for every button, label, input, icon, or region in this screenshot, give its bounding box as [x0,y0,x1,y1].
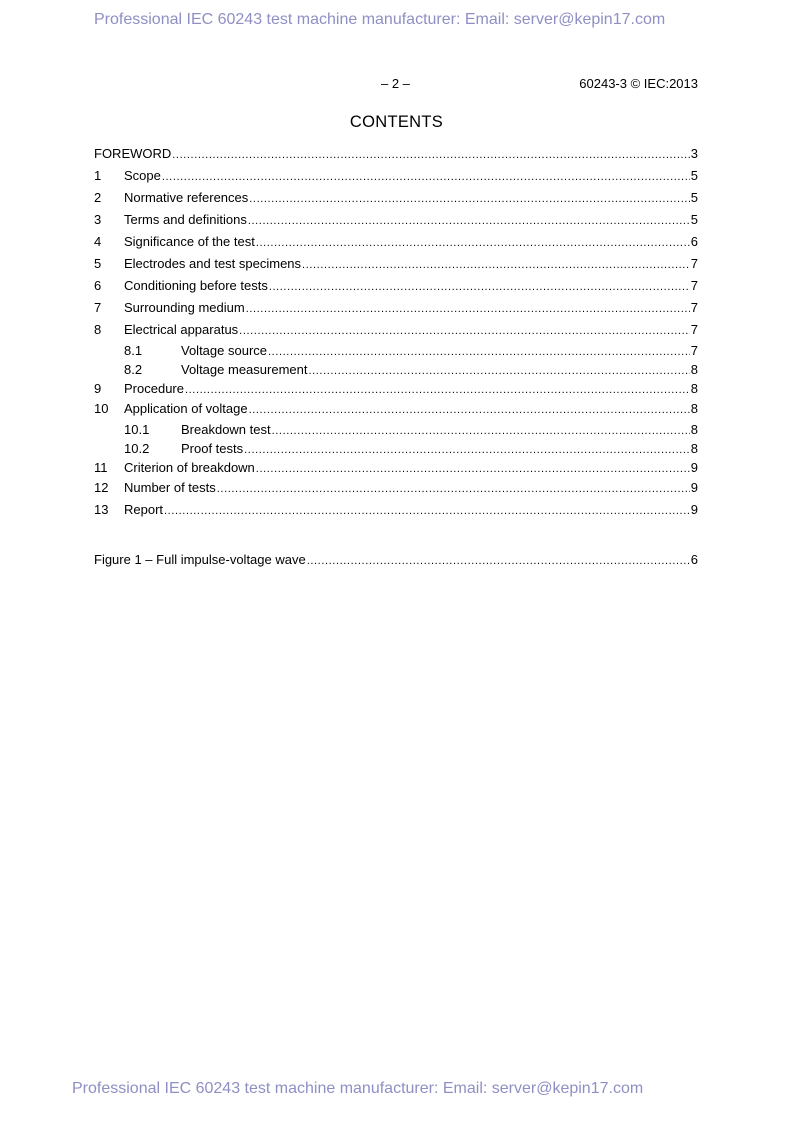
toc-subentry-breakdown-test[interactable] [94,420,698,439]
toc-entry-number: 11 [94,460,108,475]
toc-entry-number: 1 [94,168,102,183]
toc-entry-number: 7 [94,300,102,315]
toc-entry-title: Normative references [124,190,249,205]
toc-entry-title: Application of voltage [124,401,248,416]
toc-entry-title: Breakdown test [181,422,271,437]
toc-entry-title: Electrodes and test specimens [124,256,302,271]
toc-entry-page: 7 [690,322,698,337]
dot-leader [239,320,690,342]
toc-entry-number: 10.2 [124,441,150,456]
toc-entry-page: 7 [690,343,698,358]
toc-subentry-voltage-measurement[interactable] [94,360,698,379]
toc-entry-criterion-of-breakdown[interactable] [94,458,698,477]
dot-leader [246,298,690,320]
toc-entry-number: 9 [94,381,102,396]
toc-entry-title: Report [124,502,164,517]
toc-entry-page: 9 [690,480,698,495]
dot-leader [302,254,690,276]
page-number: – 2 – [381,76,410,91]
dot-leader [272,422,690,441]
toc-entry-title: Electrical apparatus [124,322,239,337]
toc-entry-number: 13 [94,502,109,517]
dot-leader [185,381,690,400]
watermark-banner-bottom: Professional IEC 60243 test machine manufacturer: Email: server@kepin17.com [72,1080,644,1097]
toc-entry-report[interactable] [94,499,698,521]
toc-entry-page: 8 [690,401,698,416]
toc-entry-page: 9 [690,502,698,517]
dot-leader [308,362,689,381]
toc-entry-page: 7 [690,300,698,315]
toc-entry-conditioning-before-tests[interactable] [94,275,698,297]
toc-entry-page: 6 [690,234,698,249]
dot-leader [172,144,689,166]
dot-leader [249,188,689,210]
toc-entry-page: 7 [690,256,698,271]
dot-leader [162,166,690,188]
dot-leader [256,232,690,254]
toc-entry-page: 5 [690,168,698,183]
dot-leader [217,478,690,500]
dot-leader [307,550,690,572]
toc-entry-page: 5 [690,212,698,227]
toc-entry-number: 8 [94,322,102,337]
figure-entry-1[interactable] [94,549,698,571]
toc-entry-number-of-tests[interactable] [94,477,698,499]
toc-entry-page: 3 [690,146,698,161]
toc-entry-title: FOREWORD [94,146,172,161]
toc-entry-page: 8 [690,441,698,456]
toc-entry-title: Procedure [124,381,184,396]
toc-subentry-proof-tests[interactable] [94,439,698,458]
figure-entry-page: 6 [690,552,698,567]
toc-entry-title: Conditioning before tests [124,278,268,293]
watermark-banner-top: Professional IEC 60243 test machine manufacturer: Email: server@kepin17.com [94,11,666,28]
toc-entry-number: 2 [94,190,102,205]
toc-entry-title: Voltage measurement [181,362,308,377]
toc-entry-page: 7 [690,278,698,293]
toc-entry-scope[interactable] [94,165,698,187]
toc-entry-title: Number of tests [124,480,216,495]
dot-leader [268,343,690,362]
toc-entry-number: 10.1 [124,422,150,437]
toc-entry-title: Surrounding medium [124,300,245,315]
toc-entry-electrical-apparatus[interactable] [94,319,698,341]
toc-entry-page: 8 [690,381,698,396]
toc-entry-title: Criterion of breakdown [124,460,255,475]
contents-heading: CONTENTS [349,113,444,131]
toc-entry-title: Voltage source [181,343,268,358]
toc-entry-title: Proof tests [181,441,244,456]
dot-leader [164,500,690,522]
list-of-figures [94,549,698,571]
toc-entry-page: 8 [690,362,698,377]
toc-entry-number: 8.1 [124,343,143,358]
dot-leader [244,441,690,460]
toc-entry-title: Significance of the test [124,234,255,249]
table-of-contents [94,143,698,521]
document-reference: 60243-3 © IEC:2013 [579,76,698,91]
toc-entry-significance-of-the-test[interactable] [94,231,698,253]
toc-entry-page: 5 [690,190,698,205]
toc-entry-number: 8.2 [124,362,143,377]
dot-leader [249,399,690,421]
toc-entry-page: 8 [690,422,698,437]
dot-leader [248,210,690,232]
toc-entry-number: 10 [94,401,109,416]
toc-entry-normative-references[interactable] [94,187,698,209]
dot-leader [256,460,690,479]
toc-entry-terms-and-definitions[interactable] [94,209,698,231]
dot-leader [269,276,690,298]
toc-entry-electrodes-and-test-specimens[interactable] [94,253,698,275]
toc-entry-application-of-voltage[interactable] [94,398,698,420]
toc-entry-number: 12 [94,480,109,495]
toc-entry-surrounding-medium[interactable] [94,297,698,319]
toc-entry-title: Scope [124,168,161,183]
toc-entry-title: Terms and definitions [124,212,247,227]
toc-entry-number: 3 [94,212,102,227]
toc-entry-number: 5 [94,256,102,271]
toc-entry-procedure[interactable] [94,379,698,398]
toc-entry-page: 9 [690,460,698,475]
toc-entry-number: 6 [94,278,102,293]
toc-entry-number: 4 [94,234,102,249]
figure-entry-title: Figure 1 – Full impulse-voltage wave [94,552,306,567]
toc-subentry-voltage-source[interactable] [94,341,698,360]
toc-entry-foreword[interactable] [94,143,698,165]
